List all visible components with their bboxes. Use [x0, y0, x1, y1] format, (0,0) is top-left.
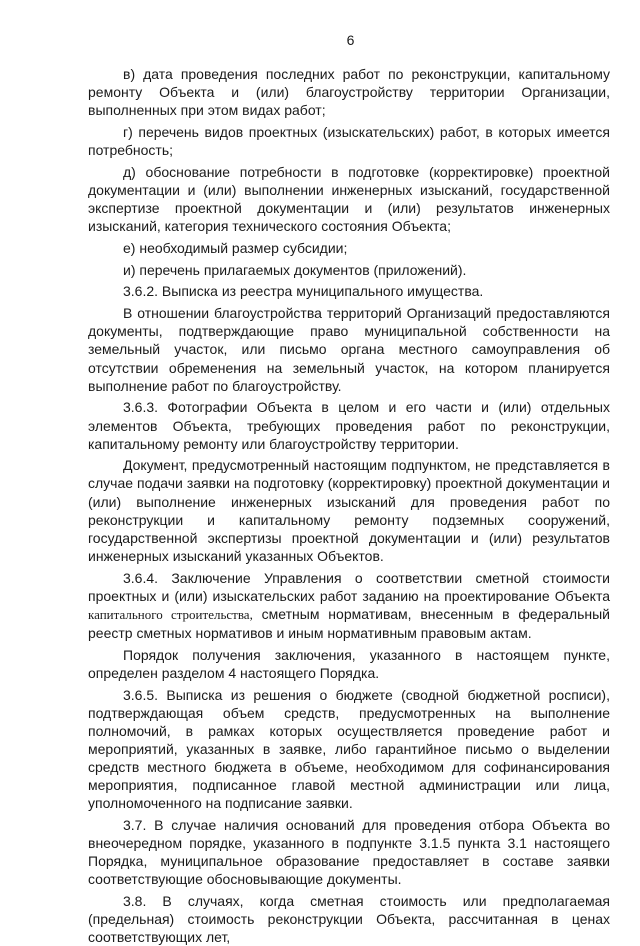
paragraph-3-8: 3.8. В случаях, когда сметная стоимость или предполагаемая (предельная) стоимость реконструкции Объекта, рассчитанная в ценах соответствующих лет, [88, 892, 610, 946]
paragraph-3-6-4-serif-fragment: капитального строительства, [88, 606, 253, 622]
paragraph-item-d: д) обоснование потребности в подготовке (корректировке) проектной документации и (или) выполнении инженерных изысканий, государственной экспертизе проектной документации и (или) результатов инженерных изысканий, категория технического состояния Объекта; [88, 163, 610, 235]
paragraph-3-6-2: 3.6.2. Выписка из реестра муниципального имущества. [123, 283, 484, 300]
paragraph-item-g: г) перечень видов проектных (изыскательских) работ, в которых имеется потребность; [88, 123, 610, 159]
paragraph-3-6-4 [88, 569, 610, 642]
paragraph-3-7: 3.7. В случае наличия оснований для проведения отбора Объекта во внеочередном порядке, указанного в подпункте 3.1.5 пункта 3.1 настоящего Порядка, муниципальное образование предоставляет в составе заявки соответствующие обосновывающие документы. [88, 816, 610, 888]
paragraph-improvement-documents: В отношении благоустройства территорий Организаций предоставляются документы, подтверждающие право муниципальной собственности на земельный участок, или письмо органа местного самоуправления об отсутствии обременения на земельный участок, на котором планируется выполнение работ по благоустройству. [88, 305, 610, 394]
page-number: 6 [346, 32, 355, 48]
paragraph-item-v: в) дата проведения последних работ по реконструкции, капитальному ремонту Объекта и (или) благоустройству территории Организации, выполненных при этом видах работ; [88, 66, 610, 119]
paragraph-item-e: е) необходимый размер субсидии; [123, 239, 348, 256]
paragraph-3-6-4-text-end: сметным нормативам, внесенным в федеральный реестр сметных нормативов и иным нормативным правовым актам. [88, 605, 610, 641]
paragraph-conclusion-procedure: Порядок получения заключения, указанного в настоящем пункте, определен разделом 4 настоящего Порядка. [88, 646, 610, 681]
paragraph-item-i: и) перечень прилагаемых документов (приложений). [123, 261, 467, 278]
paragraph-3-6-4-text-start: 3.6.4. Заключение Управления о соответствии сметной стоимости проектных и (или) изыскательских работ заданию на проектирование Объекта [88, 569, 610, 604]
paragraph-3-6-3: 3.6.3. Фотографии Объекта в целом и его части и (или) отдельных элементов Объекта, требующих проведения работ по реконструкции, капитальному ремонту или благоустройству территории. [88, 399, 610, 452]
paragraph-3-6-5: 3.6.5. Выписка из решения о бюджете (сводной бюджетной росписи), подтверждающая объем средств, предусмотренных на выполнение полномочий, в рамках которых осуществляется проведение работ и мероприятий, указанных в заявке, либо гарантийное письмо о выделении средств местного бюджета в объеме, необходимом для софинансирования мероприятия, подписанное главой местной администрации или лица, уполномоченного на подписание заявки. [88, 686, 610, 812]
paragraph-document-exception: Документ, предусмотренный настоящим подпунктом, не представляется в случае подачи заявки на подготовку (корректировку) проектной документации и (или) выполнение инженерных изысканий для проведения работ по реконструкции и капитальному ремонту подземных сооружений, государственной экспертизы проектной документации и (или) результатов инженерных изысканий указанных Объектов. [88, 457, 610, 564]
